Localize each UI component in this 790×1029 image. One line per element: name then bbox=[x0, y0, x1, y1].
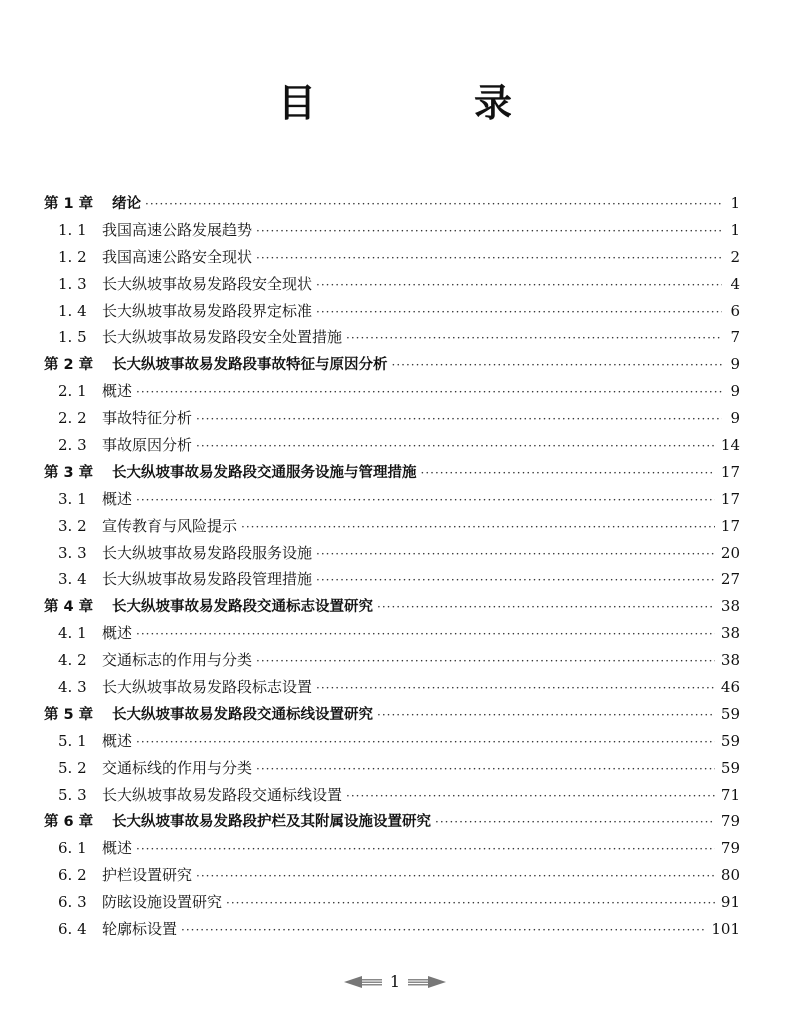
toc-dot-leader bbox=[241, 520, 715, 534]
toc-section-entry[interactable] bbox=[44, 542, 740, 569]
toc-entry-number: 6. 4 bbox=[58, 920, 87, 939]
toc-entry-page: 6 bbox=[730, 301, 740, 320]
toc-section-entry[interactable] bbox=[44, 300, 740, 327]
toc-entry-number: 5. 1 bbox=[58, 731, 87, 750]
toc-entry-title: 长大纵坡事故易发路段事故特征与原因分析 bbox=[112, 357, 388, 374]
toc-entry-title: 护栏设置研究 bbox=[102, 866, 193, 885]
toc-entry-title: 长大纵坡事故易发路段交通标线设置 bbox=[102, 785, 343, 804]
toc-dot-leader bbox=[316, 305, 722, 319]
toc-entry-number: 5. 2 bbox=[58, 758, 87, 777]
toc-dot-leader bbox=[377, 708, 715, 722]
toc-section-entry[interactable] bbox=[44, 676, 740, 703]
toc-entry-number: 1. 3 bbox=[58, 274, 87, 293]
toc-entry-page: 38 bbox=[720, 624, 740, 643]
toc-entry-title: 长大纵坡事故易发路段标志设置 bbox=[102, 678, 313, 697]
toc-dot-leader bbox=[316, 573, 715, 587]
toc-entry-title: 绪论 bbox=[112, 196, 141, 212]
toc-entry-page: 14 bbox=[720, 436, 740, 455]
toc-entry-number: 第 2 章 bbox=[44, 357, 94, 374]
toc-entry-number: 3. 2 bbox=[58, 516, 87, 535]
toc-section-entry[interactable] bbox=[44, 488, 740, 515]
toc-section-entry[interactable] bbox=[44, 568, 740, 595]
toc-section-entry[interactable] bbox=[44, 515, 740, 542]
toc-section-entry[interactable] bbox=[44, 246, 740, 273]
toc-entry-number: 2. 1 bbox=[58, 382, 87, 401]
toc-chapter-entry[interactable] bbox=[44, 703, 740, 730]
toc-entry-number: 3. 3 bbox=[58, 543, 87, 562]
toc-section-entry[interactable] bbox=[44, 784, 740, 811]
toc-section-entry[interactable] bbox=[44, 407, 740, 434]
toc-entry-title: 长大纵坡事故易发路段界定标准 bbox=[102, 301, 313, 320]
toc-section-entry[interactable] bbox=[44, 326, 740, 353]
toc-entry-title: 概述 bbox=[102, 382, 133, 401]
toc-entry-number: 1. 1 bbox=[58, 220, 87, 239]
toc-entry-page: 46 bbox=[720, 678, 740, 697]
toc-section-entry[interactable] bbox=[44, 891, 740, 918]
toc-chapter-entry[interactable] bbox=[44, 595, 740, 622]
table-of-contents bbox=[44, 192, 740, 945]
toc-entry-title: 长大纵坡事故易发路段安全处置措施 bbox=[102, 328, 343, 347]
toc-entry-title: 长大纵坡事故易发路段安全现状 bbox=[102, 274, 313, 293]
toc-entry-title: 长大纵坡事故易发路段交通标志设置研究 bbox=[112, 599, 373, 616]
page-footer bbox=[0, 972, 790, 991]
toc-dot-leader bbox=[421, 466, 715, 480]
toc-entry-page: 80 bbox=[720, 866, 740, 885]
toc-entry-number: 4. 2 bbox=[58, 651, 87, 670]
toc-entry-page: 59 bbox=[720, 731, 740, 750]
toc-dot-leader bbox=[136, 385, 722, 399]
toc-entry-page: 79 bbox=[720, 839, 740, 858]
toc-entry-page: 71 bbox=[720, 785, 740, 804]
toc-dot-leader bbox=[136, 627, 715, 641]
toc-entry-page: 2 bbox=[730, 247, 740, 266]
toc-entry-number: 5. 3 bbox=[58, 785, 87, 804]
toc-dot-leader bbox=[196, 869, 715, 883]
toc-dot-leader bbox=[196, 439, 715, 453]
toc-entry-title: 长大纵坡事故易发路段管理措施 bbox=[102, 570, 313, 589]
toc-entry-title: 事故原因分析 bbox=[102, 436, 193, 455]
toc-dot-leader bbox=[256, 654, 715, 668]
toc-entry-title: 轮廓标设置 bbox=[102, 920, 178, 939]
toc-dot-leader bbox=[392, 358, 723, 372]
toc-entry-number: 第 1 章 bbox=[44, 196, 94, 212]
toc-entry-title: 概述 bbox=[102, 489, 133, 508]
toc-dot-leader bbox=[136, 842, 715, 856]
toc-entry-page: 79 bbox=[720, 812, 740, 831]
toc-entry-title: 概述 bbox=[102, 731, 133, 750]
toc-section-entry[interactable] bbox=[44, 622, 740, 649]
toc-section-entry[interactable] bbox=[44, 649, 740, 676]
toc-dot-leader bbox=[346, 331, 722, 345]
toc-entry-title: 宣传教育与风险提示 bbox=[102, 516, 238, 535]
toc-section-entry[interactable] bbox=[44, 730, 740, 757]
page-number: 1 bbox=[389, 972, 401, 991]
toc-dot-leader bbox=[316, 547, 715, 561]
toc-chapter-entry[interactable] bbox=[44, 461, 740, 488]
toc-entry-page: 9 bbox=[730, 409, 740, 428]
toc-entry-number: 第 4 章 bbox=[44, 599, 94, 616]
toc-entry-number: 6. 2 bbox=[58, 866, 87, 885]
toc-entry-number: 第 5 章 bbox=[44, 706, 94, 723]
right-arrow-ornament-icon bbox=[408, 975, 446, 989]
left-arrow-ornament-icon bbox=[344, 975, 382, 989]
toc-section-entry[interactable] bbox=[44, 219, 740, 246]
toc-dot-leader bbox=[226, 896, 715, 910]
toc-entry-title: 长大纵坡事故易发路段交通服务设施与管理措施 bbox=[112, 464, 417, 481]
toc-entry-number: 第 6 章 bbox=[44, 814, 94, 831]
toc-section-entry[interactable] bbox=[44, 918, 740, 945]
toc-entry-page: 59 bbox=[720, 758, 740, 777]
toc-entry-title: 长大纵坡事故易发路段交通标线设置研究 bbox=[112, 706, 373, 723]
toc-section-entry[interactable] bbox=[44, 837, 740, 864]
toc-entry-title: 交通标志的作用与分类 bbox=[102, 651, 253, 670]
toc-dot-leader bbox=[145, 197, 722, 211]
toc-entry-number: 第 3 章 bbox=[44, 464, 94, 481]
toc-entry-page: 101 bbox=[711, 920, 740, 939]
toc-chapter-entry[interactable] bbox=[44, 192, 740, 219]
toc-section-entry[interactable] bbox=[44, 380, 740, 407]
toc-entry-number: 2. 2 bbox=[58, 409, 87, 428]
toc-dot-leader bbox=[256, 251, 722, 265]
toc-entry-page: 1 bbox=[730, 220, 740, 239]
toc-dot-leader bbox=[256, 762, 715, 776]
toc-dot-leader bbox=[377, 600, 715, 614]
toc-entry-page: 4 bbox=[730, 274, 740, 293]
toc-entry-page: 17 bbox=[720, 462, 740, 481]
toc-dot-leader bbox=[196, 412, 722, 426]
toc-entry-number: 6. 1 bbox=[58, 839, 87, 858]
toc-dot-leader bbox=[136, 493, 715, 507]
toc-entry-page: 7 bbox=[730, 328, 740, 347]
toc-entry-number: 3. 1 bbox=[58, 489, 87, 508]
toc-dot-leader bbox=[136, 735, 715, 749]
toc-entry-number: 4. 1 bbox=[58, 624, 87, 643]
toc-chapter-entry[interactable] bbox=[44, 810, 740, 837]
toc-dot-leader bbox=[316, 278, 722, 292]
toc-section-entry[interactable] bbox=[44, 434, 740, 461]
toc-entry-page: 38 bbox=[720, 597, 740, 616]
toc-entry-number: 1. 2 bbox=[58, 247, 87, 266]
toc-entry-title: 事故特征分析 bbox=[102, 409, 193, 428]
toc-entry-number: 3. 4 bbox=[58, 570, 87, 589]
page-title: 目 录 bbox=[277, 81, 572, 125]
toc-entry-number: 2. 3 bbox=[58, 436, 87, 455]
toc-dot-leader bbox=[181, 923, 705, 937]
toc-dot-leader bbox=[435, 815, 715, 829]
toc-entry-page: 91 bbox=[720, 893, 740, 912]
toc-entry-page: 17 bbox=[720, 516, 740, 535]
toc-entry-page: 17 bbox=[720, 489, 740, 508]
toc-entry-title: 交通标线的作用与分类 bbox=[102, 758, 253, 777]
toc-entry-title: 长大纵坡事故易发路段护栏及其附属设施设置研究 bbox=[112, 814, 431, 831]
toc-dot-leader bbox=[316, 681, 715, 695]
toc-entry-page: 20 bbox=[720, 543, 740, 562]
toc-chapter-entry[interactable] bbox=[44, 353, 740, 380]
toc-entry-title: 我国高速公路安全现状 bbox=[102, 247, 253, 266]
toc-section-entry[interactable] bbox=[44, 757, 740, 784]
toc-section-entry[interactable] bbox=[44, 273, 740, 300]
toc-entry-page: 9 bbox=[730, 382, 740, 401]
toc-entry-number: 1. 4 bbox=[58, 301, 87, 320]
toc-dot-leader bbox=[256, 224, 722, 238]
toc-entry-number: 4. 3 bbox=[58, 678, 87, 697]
toc-entry-title: 我国高速公路发展趋势 bbox=[102, 220, 253, 239]
toc-entry-page: 27 bbox=[720, 570, 740, 589]
toc-entry-number: 1. 5 bbox=[58, 328, 87, 347]
toc-entry-page: 59 bbox=[720, 704, 740, 723]
toc-entry-title: 概述 bbox=[102, 624, 133, 643]
toc-entry-title: 概述 bbox=[102, 839, 133, 858]
toc-entry-title: 长大纵坡事故易发路段服务设施 bbox=[102, 543, 313, 562]
toc-entry-page: 1 bbox=[730, 194, 740, 212]
toc-section-entry[interactable] bbox=[44, 864, 740, 891]
toc-entry-title: 防眩设施设置研究 bbox=[102, 893, 223, 912]
toc-entry-number: 6. 3 bbox=[58, 893, 87, 912]
toc-entry-page: 38 bbox=[720, 651, 740, 670]
toc-dot-leader bbox=[346, 789, 715, 803]
toc-entry-page: 9 bbox=[730, 355, 740, 374]
